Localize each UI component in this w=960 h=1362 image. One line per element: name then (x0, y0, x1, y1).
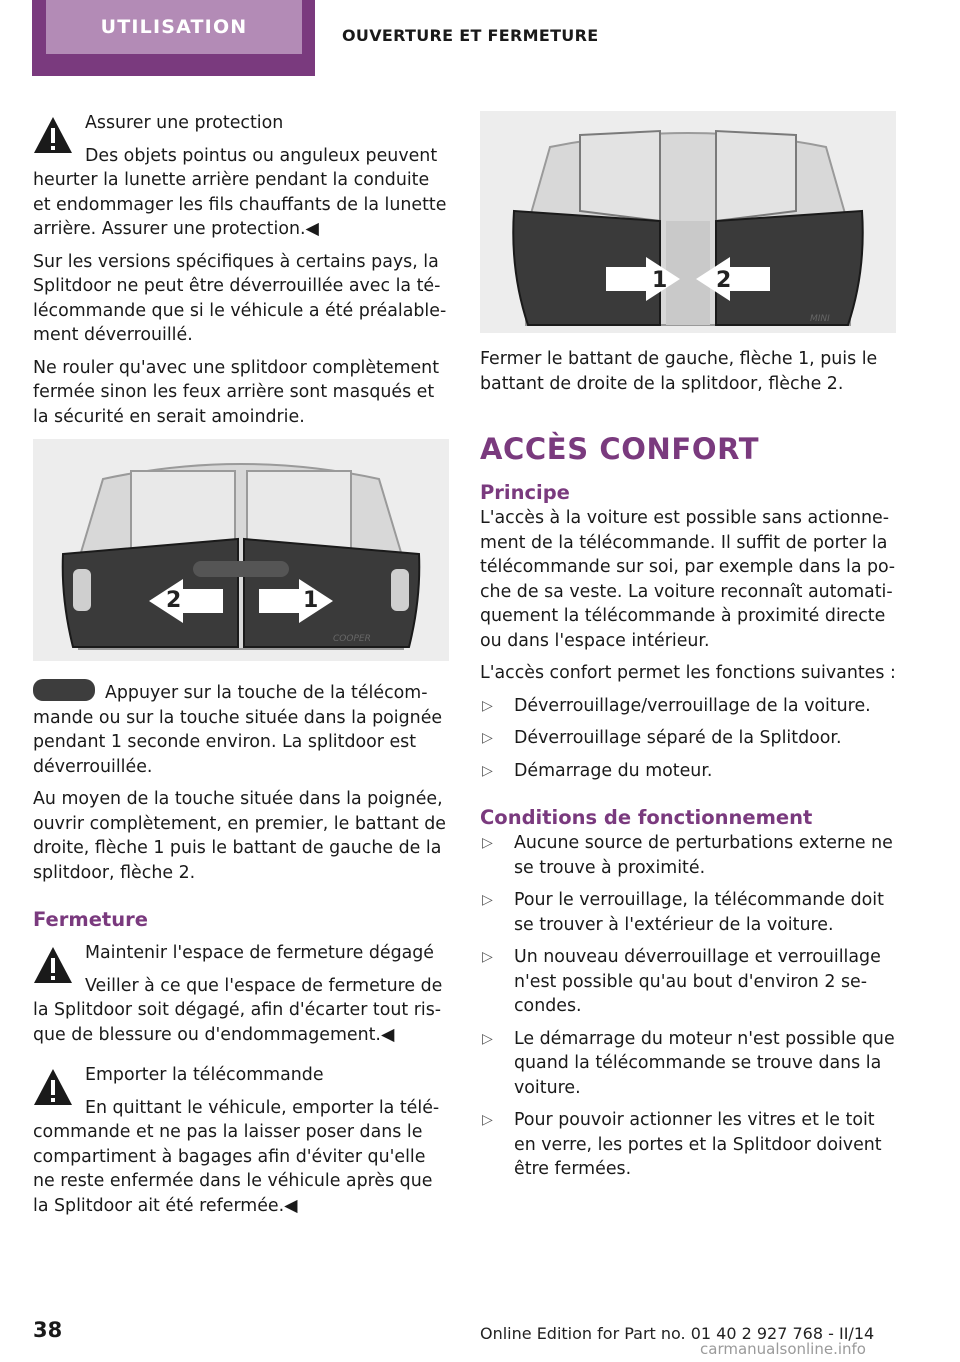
list-item-text: Démarrage du moteur. (514, 760, 713, 781)
warning-title: Assurer une protection (85, 113, 284, 133)
paragraph: Au moyen de la touche située dans la poignée, ouvrir complètement, en premier, le battant de droite, flèche 1 puis le battant de gauche de la splitdoor, flèche 2. (33, 789, 446, 883)
car-key-button-icon (33, 679, 95, 701)
bullet-icon: ▷ (482, 892, 493, 908)
list-item-text: Un nouveau déverrouillage et verrouillage n'est possible qu'au bout d'environ 2 secondes. (514, 947, 881, 1016)
warning-protection (33, 111, 449, 242)
functions-list (480, 694, 898, 784)
warning-body: Veiller à ce que l'espace de fermeture de la Splitdoor soit dégagé, afin d'écarter tout risque de blessure ou d'endommagement.◀ (33, 975, 443, 1045)
heading-fermeture: Fermeture (33, 908, 148, 931)
arrow-label-2: 2 (716, 268, 732, 293)
list-item-text: Aucune source de perturbations externe ne se trouve à proximité. (514, 833, 893, 878)
section-label: OUVERTURE ET FERMETURE (342, 26, 599, 45)
conditions-list (480, 831, 898, 1182)
bullet-icon: ▷ (482, 1030, 493, 1047)
bullet-icon: ▷ (482, 762, 493, 779)
paragraph-key (33, 679, 449, 779)
arrow-label-1: 1 (652, 268, 668, 293)
warning-closing-area (33, 941, 449, 1047)
list-item (480, 831, 898, 880)
right-column (480, 111, 898, 1190)
paragraph: Sur les versions spécifiques à certains pays, la Splitdoor ne peut être déverrouillée avec la télécommande que si le véhicule a été préalablement déverrouillé. (33, 251, 447, 345)
list-item (480, 694, 898, 719)
arrow-label-1: 1 (303, 588, 319, 613)
paragraph: Ne rouler qu'avec une splitdoor complètement fermée sinon les feux arrière sont masqués et la sécurité en serait amoindrie. (33, 357, 440, 427)
watermark: carmanualsonline.info (700, 1340, 866, 1358)
bullet-icon: ▷ (482, 730, 493, 746)
key-paragraph-text: Appuyer sur la touche de la télécommande ou sur la touche située dans la poignée pendant 1 seconde environ. La splitdoor est déverrouillée. (33, 683, 443, 777)
list-item (480, 1027, 898, 1101)
heading-acces-confort: ACCÈS CONFORT (480, 432, 760, 466)
list-item-text: Déverrouillage séparé de la Splitdoor. (514, 728, 842, 748)
car-badge: MINI (810, 314, 830, 324)
warning-title: Emporter la télécommande (85, 1065, 324, 1085)
car-rear-open-illustration (33, 439, 449, 661)
chapter-tab (32, 0, 315, 76)
page-number: 38 (33, 1318, 63, 1342)
warning-icon (33, 1067, 73, 1107)
list-item-text: Le démarrage du moteur n'est possible que quand la télécommande se trouve dans la voiture. (514, 1028, 895, 1098)
car-rear-closing-illustration (480, 111, 896, 333)
warning-body: Des objets pointus ou anguleux peuvent heurter la lunette arrière pendant la conduite et endommager les fils chauffants de la lunette arrière. Assurer une protection.◀ (33, 145, 447, 239)
list-item (480, 726, 898, 751)
warning-take-remote (33, 1063, 449, 1218)
heading-conditions: Conditions de fonctionnement (480, 806, 813, 829)
paragraph: Fermer le battant de gauche, flèche 1, puis le battant de droite de la splitdoor, flèche 2. (480, 349, 878, 394)
warning-icon (33, 115, 73, 155)
list-item-text: Pour pouvoir actionner les vitres et le toit en verre, les portes et la Splitdoor doivent être fermées. (514, 1110, 882, 1179)
paragraph: L'accès à la voiture est possible sans actionnement de la télécommande. Il suffit de porter la télécommande sur soi, par exemple dans la poche de sa veste. La voiture reconnaît automatiquement la télécommande à proximité directe ou dans l'espace intérieur. (480, 508, 895, 651)
splitdoor-close-figure (480, 111, 896, 333)
bullet-icon: ▷ (482, 697, 493, 714)
paragraph: L'accès confort permet les fonctions suivantes : (480, 663, 896, 683)
heading-principe: Principe (480, 481, 570, 504)
left-column (33, 111, 449, 1226)
list-item (480, 1108, 898, 1182)
warning-icon (33, 945, 73, 985)
list-item-text: Pour le verrouillage, la télécommande doit se trouver à l'extérieur de la voiture. (514, 890, 884, 935)
warning-body: En quittant le véhicule, emporter la télécommande et ne pas la laisser poser dans le compartiment à bagages afin d'éviter qu'elle ne reste enfermée dans le véhicule après que la Splitdoor ait été refermée.◀ (33, 1097, 440, 1216)
splitdoor-open-figure (33, 439, 449, 661)
list-item (480, 888, 898, 937)
bullet-icon: ▷ (482, 949, 493, 965)
bullet-icon: ▷ (482, 1112, 493, 1128)
list-item (480, 759, 898, 784)
chapter-tab-label: UTILISATION (100, 16, 248, 38)
bullet-icon: ▷ (482, 835, 493, 851)
chapter-tab-inner (46, 0, 302, 54)
arrow-label-2: 2 (166, 588, 182, 613)
list-item-text: Déverrouillage/verrouillage de la voiture. (514, 695, 871, 716)
list-item (480, 945, 898, 1019)
edition-footer: Online Edition for Part no. 01 40 2 927 768 - II/14 (480, 1324, 875, 1343)
car-badge: COOPER (333, 634, 371, 644)
warning-title: Maintenir l'espace de fermeture dégagé (85, 943, 435, 963)
